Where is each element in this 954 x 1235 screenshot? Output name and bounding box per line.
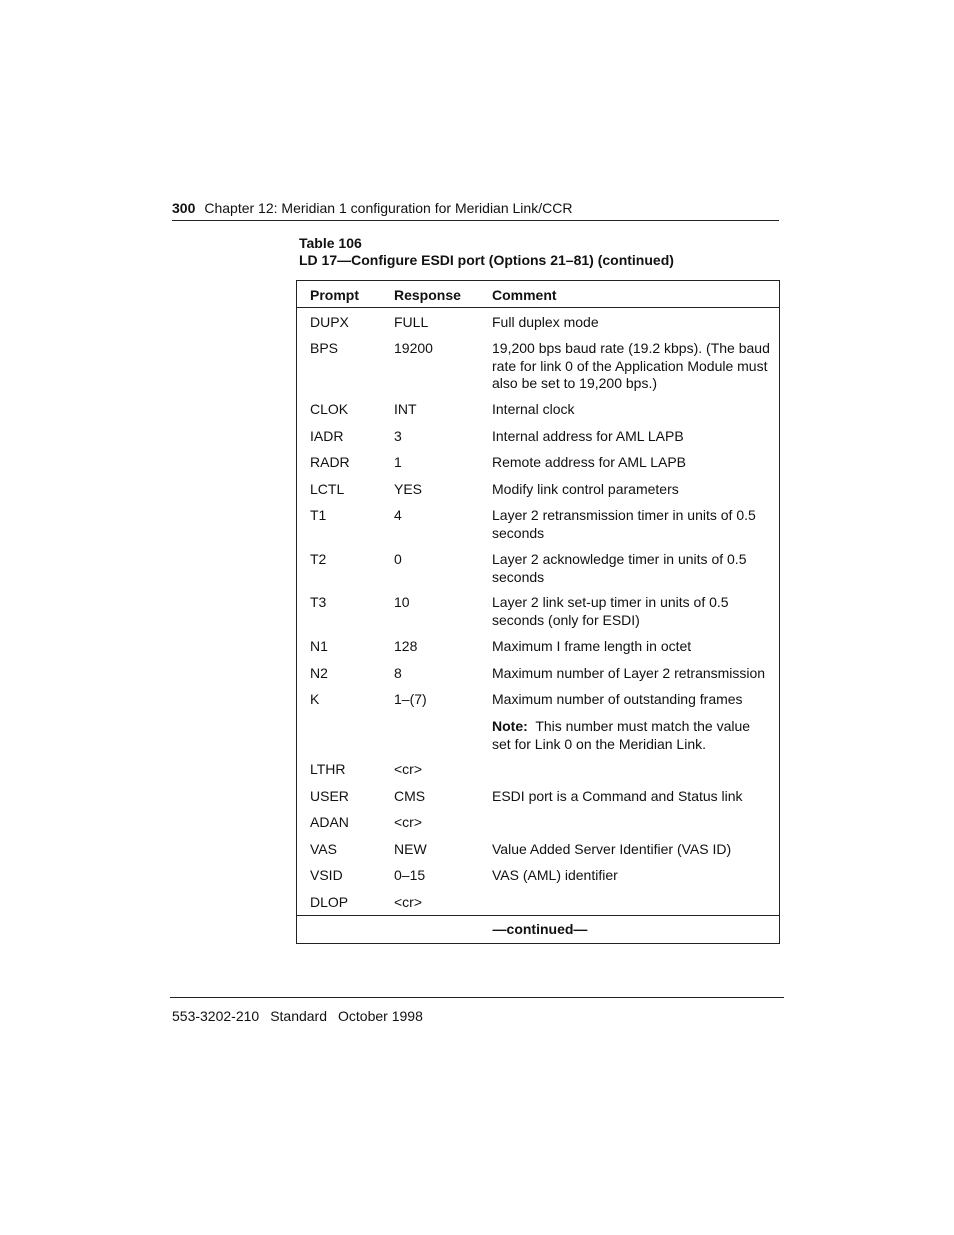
response-cell: 8	[394, 665, 402, 681]
prompt-cell: RADR	[310, 454, 350, 470]
response-cell: 0	[394, 551, 402, 567]
comment-cell: VAS (AML) identifier	[492, 867, 618, 883]
prompt-cell: USER	[310, 788, 349, 804]
table-title: LD 17—Configure ESDI port (Options 21–81) (continued)	[299, 252, 674, 268]
comment-cell: Remote address for AML LAPB	[492, 454, 687, 470]
response-cell: <cr>	[394, 814, 423, 830]
page-number: 300	[172, 200, 196, 216]
note-text: This number must match the value set for Link 0 on the Meridian Link.	[492, 718, 751, 752]
comment-cell: Maximum I frame length in octet	[492, 638, 692, 654]
prompt-cell: CLOK	[310, 401, 349, 417]
table-caption	[299, 235, 674, 269]
prompt-cell: K	[310, 691, 320, 707]
comment-cell: Layer 2 link set-up timer in units of 0.5 seconds (only for ESDI)	[492, 594, 729, 628]
prompt-cell: VAS	[310, 841, 337, 857]
comment-cell: Maximum number of Layer 2 retransmission	[492, 665, 766, 681]
comment-cell: Modify link control parameters	[492, 481, 679, 497]
response-cell: <cr>	[394, 761, 423, 777]
note-cell	[492, 718, 772, 753]
response-cell: NEW	[394, 841, 427, 857]
prompt-cell: LCTL	[310, 481, 345, 497]
prompt-cell: T3	[310, 594, 327, 610]
document-status: Standard	[270, 1008, 328, 1024]
comment-cell: Layer 2 retransmission timer in units of 0.5 seconds	[492, 507, 756, 541]
prompt-cell: DLOP	[310, 894, 349, 910]
table-number: Table 106	[299, 235, 362, 251]
comment-cell: Internal clock	[492, 401, 575, 417]
chapter-title: Chapter 12: Meridian 1 configuration for Meridian Link/CCR	[204, 200, 573, 216]
table-header-row	[297, 281, 779, 308]
response-cell: 19200	[394, 340, 433, 356]
prompt-cell: DUPX	[310, 314, 349, 330]
column-header-response: Response	[394, 287, 461, 303]
prompt-cell: T1	[310, 507, 327, 523]
prompt-cell: BPS	[310, 340, 339, 356]
page-footer	[172, 1007, 434, 1025]
continued-label: —continued—	[492, 921, 588, 937]
prompt-cell: ADAN	[310, 814, 349, 830]
prompt-cell: T2	[310, 551, 327, 567]
comment-cell: Value Added Server Identifier (VAS ID)	[492, 841, 732, 857]
response-cell: 3	[394, 428, 402, 444]
config-table	[296, 280, 780, 944]
response-cell: 1–(7)	[394, 691, 427, 707]
column-header-comment: Comment	[492, 287, 557, 303]
response-cell: 1	[394, 454, 402, 470]
prompt-cell: N1	[310, 638, 328, 654]
response-cell: 0–15	[394, 867, 426, 883]
response-cell: CMS	[394, 788, 426, 804]
prompt-cell: N2	[310, 665, 328, 681]
response-cell: INT	[394, 401, 417, 417]
response-cell: 10	[394, 594, 410, 610]
comment-cell: Maximum number of outstanding frames	[492, 691, 743, 707]
prompt-cell: IADR	[310, 428, 344, 444]
prompt-cell: VSID	[310, 867, 343, 883]
response-cell: <cr>	[394, 894, 423, 910]
note-label: Note:	[492, 718, 528, 734]
comment-cell: Layer 2 acknowledge timer in units of 0.5 seconds	[492, 551, 747, 585]
comment-cell: 19,200 bps baud rate (19.2 kbps). (The baud rate for link 0 of the Application Module must also be set to 19,200 bps.)	[492, 340, 770, 391]
running-header	[172, 198, 779, 221]
table-body	[297, 308, 779, 916]
column-header-prompt: Prompt	[310, 287, 359, 303]
response-cell: 4	[394, 507, 402, 523]
prompt-cell: LTHR	[310, 761, 346, 777]
footer-divider	[170, 997, 784, 998]
comment-cell: ESDI port is a Command and Status link	[492, 788, 743, 804]
publication-date: October 1998	[338, 1008, 423, 1024]
response-cell: YES	[394, 481, 423, 497]
comment-cell: Full duplex mode	[492, 314, 599, 330]
comment-cell: Internal address for AML LAPB	[492, 428, 684, 444]
response-cell: FULL	[394, 314, 429, 330]
response-cell: 128	[394, 638, 418, 654]
document-number: 553-3202-210	[172, 1008, 260, 1024]
